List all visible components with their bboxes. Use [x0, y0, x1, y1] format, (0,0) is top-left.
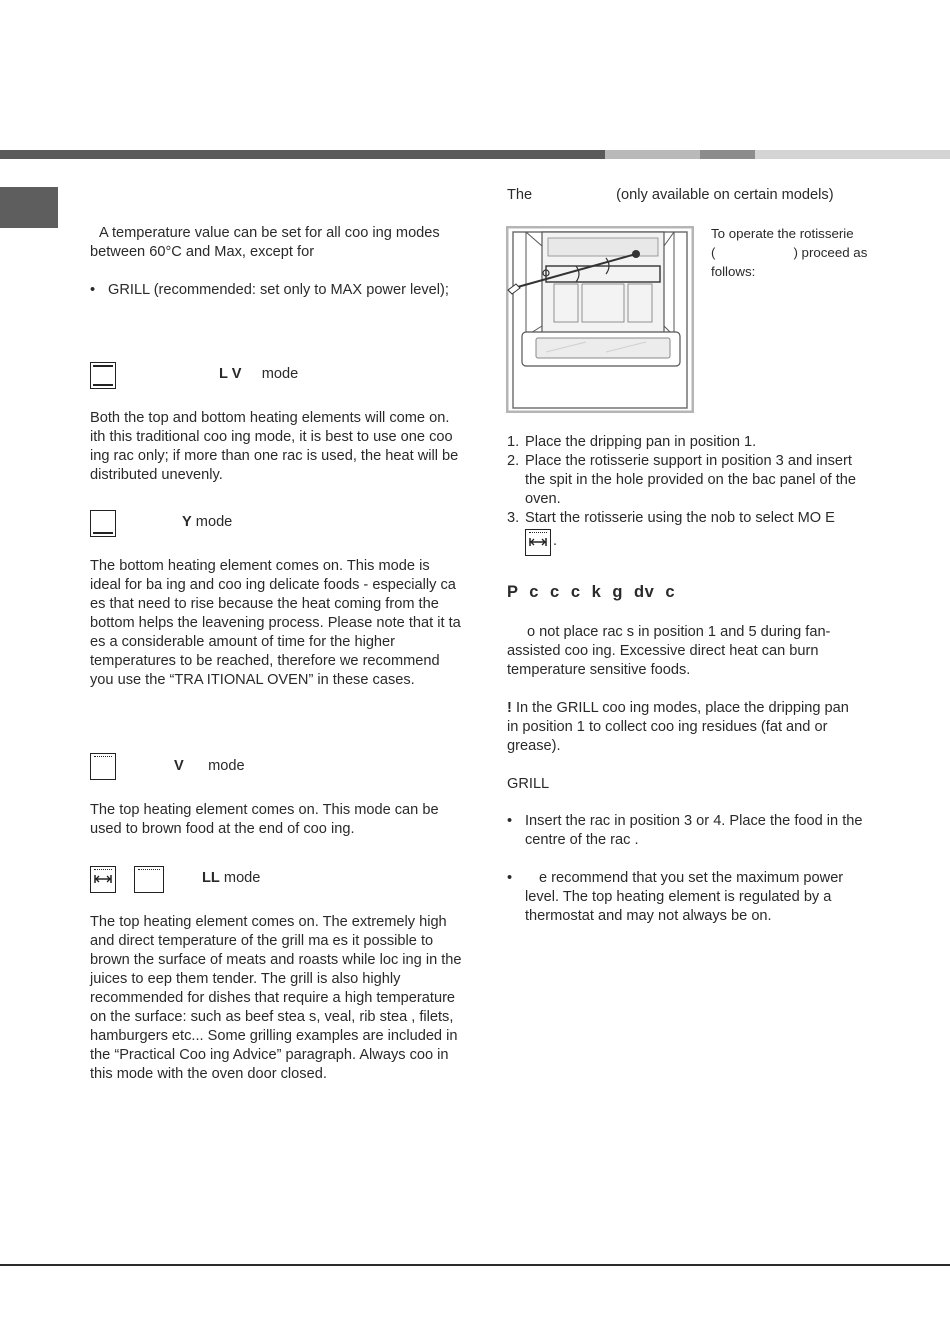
header-bar-pale: [755, 150, 950, 159]
mode-title-traditional: L V mode: [219, 366, 299, 382]
spit-arrow-icon-small: [529, 536, 547, 548]
mode-title-top: V mode: [174, 758, 245, 774]
advice-paragraph-2-text: In the GRILL coo ing modes, place the dripping pan in position 1 to collect coo ing residues (fat and or grease).: [507, 700, 849, 754]
rotisserie-title: The (only available on certain models): [507, 187, 834, 203]
rotisserie-intro: [711, 224, 886, 281]
oven-rotisserie-illustration: [506, 226, 694, 413]
language-tab: [0, 187, 58, 228]
header-bar-mid: [700, 150, 755, 159]
mode-description-top: The top heating element comes on. This mode can be used to brown food at the end of coo ing.: [90, 802, 439, 837]
top-heat-icon: [90, 753, 116, 780]
advice-paragraph-1: o not place rac s in position 1 and 5 during fan-assisted coo ing. Excessive direct heat can burn temperature sensitive foods.: [507, 624, 831, 678]
mode-description-bottom: The bottom heating element comes on. This mode is ideal for ba ing and coo ing delicate foods - especially ca es that need to rise because the heat coming from the bottom helps the leavening process. Please note that it ta es a considerable amount of time for the higher temperatures to be reached, therefore we recommend you use the “TRA ITIONAL OVEN” in these cases.: [90, 558, 461, 688]
step-1: 1. Place the dripping pan in position 1.: [507, 434, 757, 450]
intro-bullet-text: GRILL (recommended: set only to MAX power level);: [108, 282, 449, 298]
header-bar-light: [605, 150, 700, 159]
grill-bullet-2: [507, 869, 877, 926]
header-bar-dark: [0, 150, 605, 159]
bullet-dot: •: [507, 813, 513, 829]
mode-title-bottom: Y mode: [182, 514, 233, 530]
grill-bullet-1: [507, 812, 877, 850]
bottom-heat-icon: [90, 510, 116, 537]
warning-mark: !: [507, 700, 512, 716]
rotisserie-intro-line3: follows:: [711, 264, 756, 279]
step-3: 3. Start the rotisserie using the nob to select MO E: [507, 510, 835, 526]
step-3-period: .: [553, 533, 558, 549]
intro-paragraph: A temperature value can be set for all coo ing modes between 60°C and Max, except for: [90, 225, 440, 260]
grill-bullet-2-text: e recommend that you set the maximum power level. The top heating element is regulated by a thermostat and may not always be on.: [525, 870, 844, 924]
grill-icon: [134, 866, 164, 893]
intro-bullet: [90, 281, 450, 300]
advice-paragraph-2: [507, 699, 862, 756]
rotisserie-intro-line2: ( ) proceed as: [711, 245, 868, 260]
bullet-dot: •: [507, 870, 513, 886]
rotisserie-intro-line1: To operate the rotisserie: [711, 226, 854, 241]
bullet-dot: •: [90, 282, 96, 298]
grill-with-spit-icon: [90, 866, 116, 893]
mode-description-grill: The top heating element comes on. The extremely high and direct temperature of the grill ma es it possible to brown the surface of meats and roasts while loc ing in the juices to eep them tender. The grill is also highly recommended for dishes that require a high temperature on the surface: such as beef stea s, veal, rib stea , filets, hamburgers etc... Some grilling examples are included in the “Practical Coo ing Advice” paragraph. Always coo in this mode with the oven door closed.: [90, 914, 462, 1082]
mode-title-grill: LL mode: [202, 870, 261, 886]
spit-arrow-icon: [94, 873, 112, 885]
step-2: 2. Place the rotisserie support in position 3 and insert the spit in the hole provided on the bac panel of the oven.: [507, 453, 857, 507]
mode-description-traditional: Both the top and bottom heating elements will come on. ith this traditional coo ing mode, it is best to use one coo ing rac only; if more than one rac is used, the heat will be distributed unevenly.: [90, 410, 459, 483]
grill-spit-mode-icon: [525, 529, 551, 556]
traditional-oven-icon: [90, 362, 116, 389]
cooking-advice-heading: P c c c k g dv c: [507, 583, 676, 601]
grill-section-title: GRILL: [507, 776, 550, 792]
grill-bullet-1-text: Insert the rac in position 3 or 4. Place the food in the centre of the rac .: [525, 813, 863, 848]
footer-rule: [0, 1264, 950, 1266]
